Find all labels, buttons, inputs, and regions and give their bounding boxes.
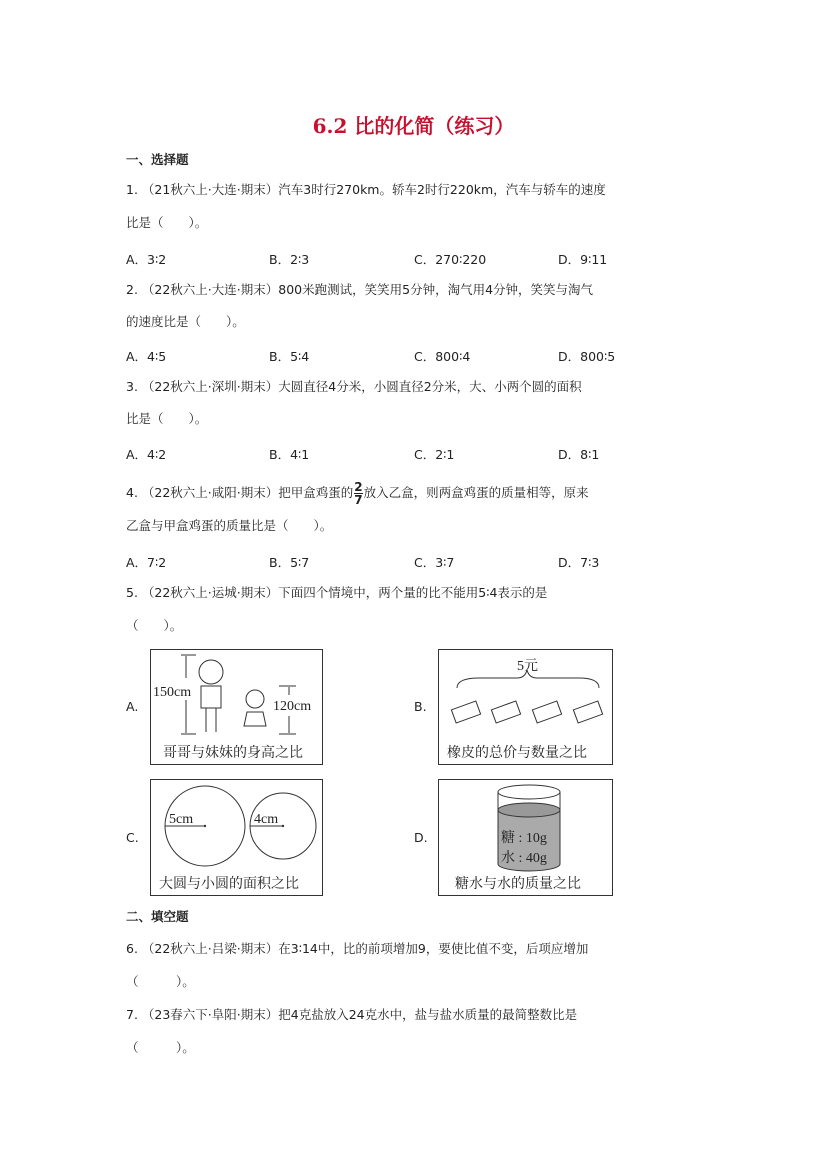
question-2-option-d: D．800∶5 [558, 349, 616, 364]
figure-c-label: C. [126, 830, 139, 845]
question-6-line2: （ ）。 [126, 974, 195, 989]
siblings-height-illustration [151, 650, 322, 764]
figure-c-caption: 大圆与小圆的面积之比 [159, 877, 299, 892]
question-1-option-b: B．2∶3 [269, 252, 310, 267]
question-7-line1: 7. （23春六下·阜阳·期末）把4克盐放入24克水中，盐与盐水质量的最简整数比是 [126, 1007, 578, 1022]
question-5-line1: 5. （22秋六上·运城·期末）下面四个情境中，两个量的比不能用5∶4表示的是 [126, 585, 548, 600]
figure-d-caption: 糖水与水的质量之比 [455, 877, 581, 892]
question-2-option-a: A．4∶5 [126, 349, 167, 364]
figure-b-caption: 橡皮的总价与数量之比 [447, 746, 587, 761]
question-4-text-pre: 4. （22秋六上·咸阳·期末）把甲盒鸡蛋的 [126, 485, 354, 500]
figure-b-label: B. [414, 699, 427, 714]
circles-illustration [151, 780, 322, 895]
fraction [354, 481, 362, 506]
figure-a-label: A. [126, 699, 139, 714]
question-4-option-a: A．7∶2 [126, 555, 167, 570]
question-4-option-d: D．7∶3 [558, 555, 600, 570]
small-circle-radius: 4cm [254, 812, 279, 827]
figure-b-erasers [438, 649, 613, 765]
question-1-option-c: C．270∶220 [414, 252, 487, 267]
figure-a-caption: 哥哥与妹妹的身高之比 [163, 746, 303, 761]
figure-c-circles [150, 779, 323, 896]
section-heading-choice: 一、选择题 [126, 152, 189, 167]
question-2-option-c: C．800∶4 [414, 349, 471, 364]
question-2-line2: 的速度比是（ ）。 [126, 314, 245, 329]
figure-a-heights [150, 649, 323, 765]
question-1-option-a: A．3∶2 [126, 252, 167, 267]
question-3-option-a: A．4∶2 [126, 447, 167, 462]
question-4-option-c: C．3∶7 [414, 555, 455, 570]
question-2-option-b: B．5∶4 [269, 349, 310, 364]
total-price: 5元 [517, 659, 538, 674]
question-3-line2: 比是（ ）。 [126, 411, 208, 426]
fraction-numerator: 2 [354, 480, 363, 494]
question-3-line1: 3. （22秋六上·深圳·期末）大圆直径4分米，小圆直径2分米，大、小两个圆的面积 [126, 379, 582, 394]
question-6-line1: 6. （22秋六上·吕梁·期末）在3∶14中，比的前项增加9，要使比值不变，后项应增加 [126, 941, 589, 956]
big-circle-radius: 5cm [169, 812, 194, 827]
cup-illustration [439, 780, 612, 895]
question-1-line1: 1. （21秋六上·大连·期末）汽车3时行270km。轿车2时行220km，汽车与轿车的速度 [126, 182, 606, 197]
question-7-line2: （ ）。 [126, 1040, 195, 1055]
question-4-line2: 乙盒与甲盒鸡蛋的质量比是（ ）。 [126, 518, 333, 533]
erasers-illustration [439, 650, 612, 764]
question-4-option-b: B．5∶7 [269, 555, 310, 570]
sister-height: 120cm [273, 699, 312, 714]
section-heading-fill: 二、填空题 [126, 909, 189, 924]
question-3-option-b: B．4∶1 [269, 447, 310, 462]
question-4-line1 [126, 481, 589, 506]
question-4-text-post: 放入乙盒，则两盒鸡蛋的质量相等，原来 [363, 485, 589, 500]
brother-height: 150cm [153, 685, 192, 700]
fraction-denominator: 7 [354, 493, 363, 507]
question-3-option-c: C．2∶1 [414, 447, 455, 462]
water-amount: 水 : 40g [501, 851, 547, 866]
page-title: 6.2 比的化简（练习） [312, 114, 515, 138]
figure-d-label: D. [414, 830, 428, 845]
question-2-line1: 2. （22秋六上·大连·期末）800米跑测试，笑笑用5分钟，淘气用4分钟，笑笑与淘气 [126, 282, 594, 297]
question-1-option-d: D．9∶11 [558, 252, 608, 267]
figure-d-sugar-water [438, 779, 613, 896]
sugar-amount: 糖 : 10g [501, 831, 547, 846]
question-3-option-d: D．8∶1 [558, 447, 600, 462]
question-1-line2: 比是（ ）。 [126, 215, 208, 230]
question-5-line2: （ ）。 [126, 618, 183, 633]
